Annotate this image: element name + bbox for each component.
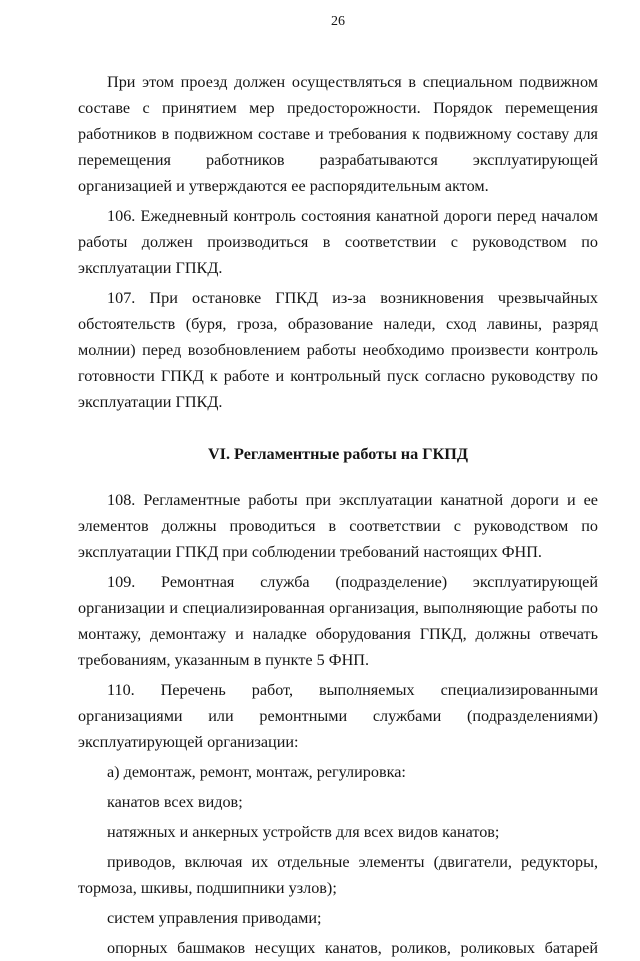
paragraph-106: 106. Ежедневный контроль состояния канатной дороги перед началом работы должен производиться в соответствии с руководством по эксплуатации ГПКД.	[78, 207, 598, 277]
paragraph-110: 110. Перечень работ, выполняемых специализированными организациями или ремонтными службами (подразделениями) эксплуатирующей организации:	[78, 681, 598, 751]
list-item-a: а) демонтаж, ремонт, монтаж, регулировка:	[107, 763, 406, 781]
page-number: 26	[331, 14, 345, 29]
list-item-support-shoes: опорных башмаков несущих канатов, роликов, роликовых батарей	[107, 939, 598, 957]
paragraph-109: 109. Ремонтная служба (подразделение) эксплуатирующей организации и специализированная организация, выполняющие работы по монтажу, демонтажу и наладке оборудования ГПКД, должны отвечать требованиям, указанным в пункте 5 ФНП.	[78, 573, 598, 669]
section-heading: VI. Регламентные работы на ГКПД	[207, 445, 469, 463]
list-item-drives: приводов, включая их отдельные элементы (двигатели, редукторы, тормоза, шкивы, подшипники узлов);	[78, 853, 598, 897]
paragraph-passenger-transport: При этом проезд должен осуществляться в специальном подвижном составе с принятием мер предосторожности. Порядок перемещения работников в подвижном составе и требования к подвижному составу для перемещения работников разрабатываются эксплуатирующей организацией и утверждаются ее распорядительным актом.	[78, 73, 598, 195]
paragraph-108: 108. Регламентные работы при эксплуатации канатной дороги и ее элементов должны проводиться в соответствии с руководством по эксплуатации ГПКД при соблюдении требований настоящих ФНП.	[78, 491, 598, 561]
paragraph-107: 107. При остановке ГПКД из-за возникновения чрезвычайных обстоятельств (буря, гроза, образование наледи, сход лавины, разряд молнии) перед возобновлением работы необходимо произвести контроль готовности ГПКД к работе и контрольный пуск согласно руководству по эксплуатации ГПКД.	[78, 289, 598, 411]
list-item-ropes: канатов всех видов;	[107, 793, 243, 811]
list-item-tension-devices: натяжных и анкерных устройств для всех видов канатов;	[107, 823, 500, 841]
list-item-drive-controls: систем управления приводами;	[107, 909, 322, 927]
